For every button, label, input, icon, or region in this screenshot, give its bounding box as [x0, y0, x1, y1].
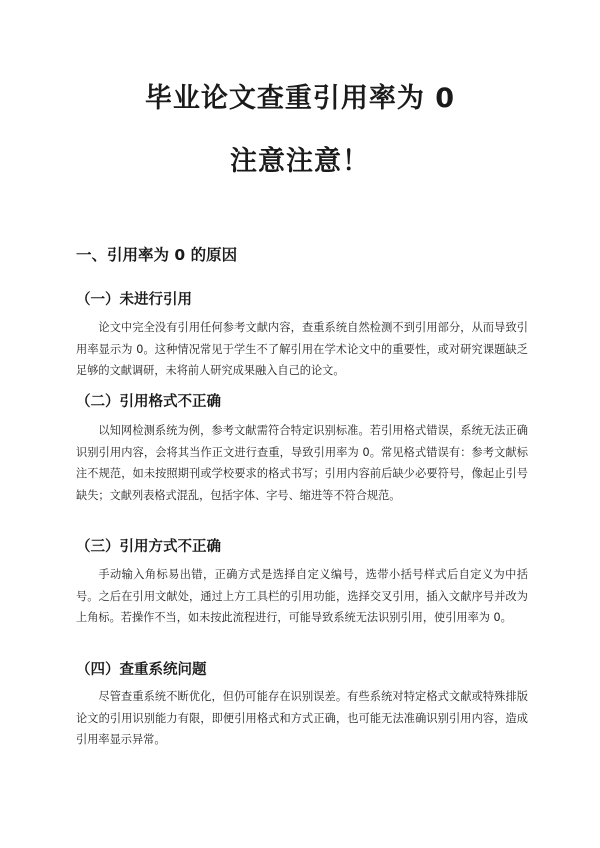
- document-title-line-1: 毕业论文查重引用率为 0: [144, 83, 456, 114]
- subsection-heading-3: （三）引用方式不正确: [76, 539, 221, 555]
- subsection-body-3: 手动输入角标易出错，正确方式是选择自定义编号，选带小括号样式后自定义为中括号。之后在引用文献处，通过上方工具栏的引用功能，选择交叉引用，插入文献序号并改为上角标。若操作不当，如未按此流程进行，可能导致系统无法识别引用，使引用率为 0。: [76, 568, 528, 625]
- subsection-heading-2: （二）引用格式不正确: [76, 394, 221, 410]
- subsection-body-1: 论文中完全没有引用任何参考文献内容，查重系统自然检测不到引用部分，从而导致引用率显示为 0。这种情况常见于学生不了解引用在学术论文中的重要性，或对研究课题缺乏足够的文献调研，未将前人研究成果融入自己的论文。: [76, 321, 528, 378]
- subsection-heading-4: （四）查重系统问题: [76, 662, 207, 678]
- document-title-line-2: 注意注意！: [230, 146, 370, 177]
- subsection-body-4: 尽管查重系统不断优化，但仍可能存在识别误差。有些系统对特定格式文献或特殊排版论文的引用识别能力有限，即便引用格式和方式正确，也可能无法准确识别引用内容，造成引用率显示异常。: [76, 690, 528, 747]
- subsection-body-2: 以知网检测系统为例，参考文献需符合特定识别标准。若引用格式错误，系统无法正确识别引用内容，会将其当作正文进行查重，导致引用率为 0。常见格式错误有：参考文献标注不规范，如未按照期刊或学校要求的格式书写；引用内容前后缺少必要符号，像起止引号缺失；文献列表格式混乱，包括字体、字号、缩进等不符合规范。: [76, 424, 528, 502]
- section-heading-reasons: 一、引用率为 0 的原因: [76, 246, 238, 264]
- subsection-heading-1: （一）未进行引用: [76, 292, 192, 308]
